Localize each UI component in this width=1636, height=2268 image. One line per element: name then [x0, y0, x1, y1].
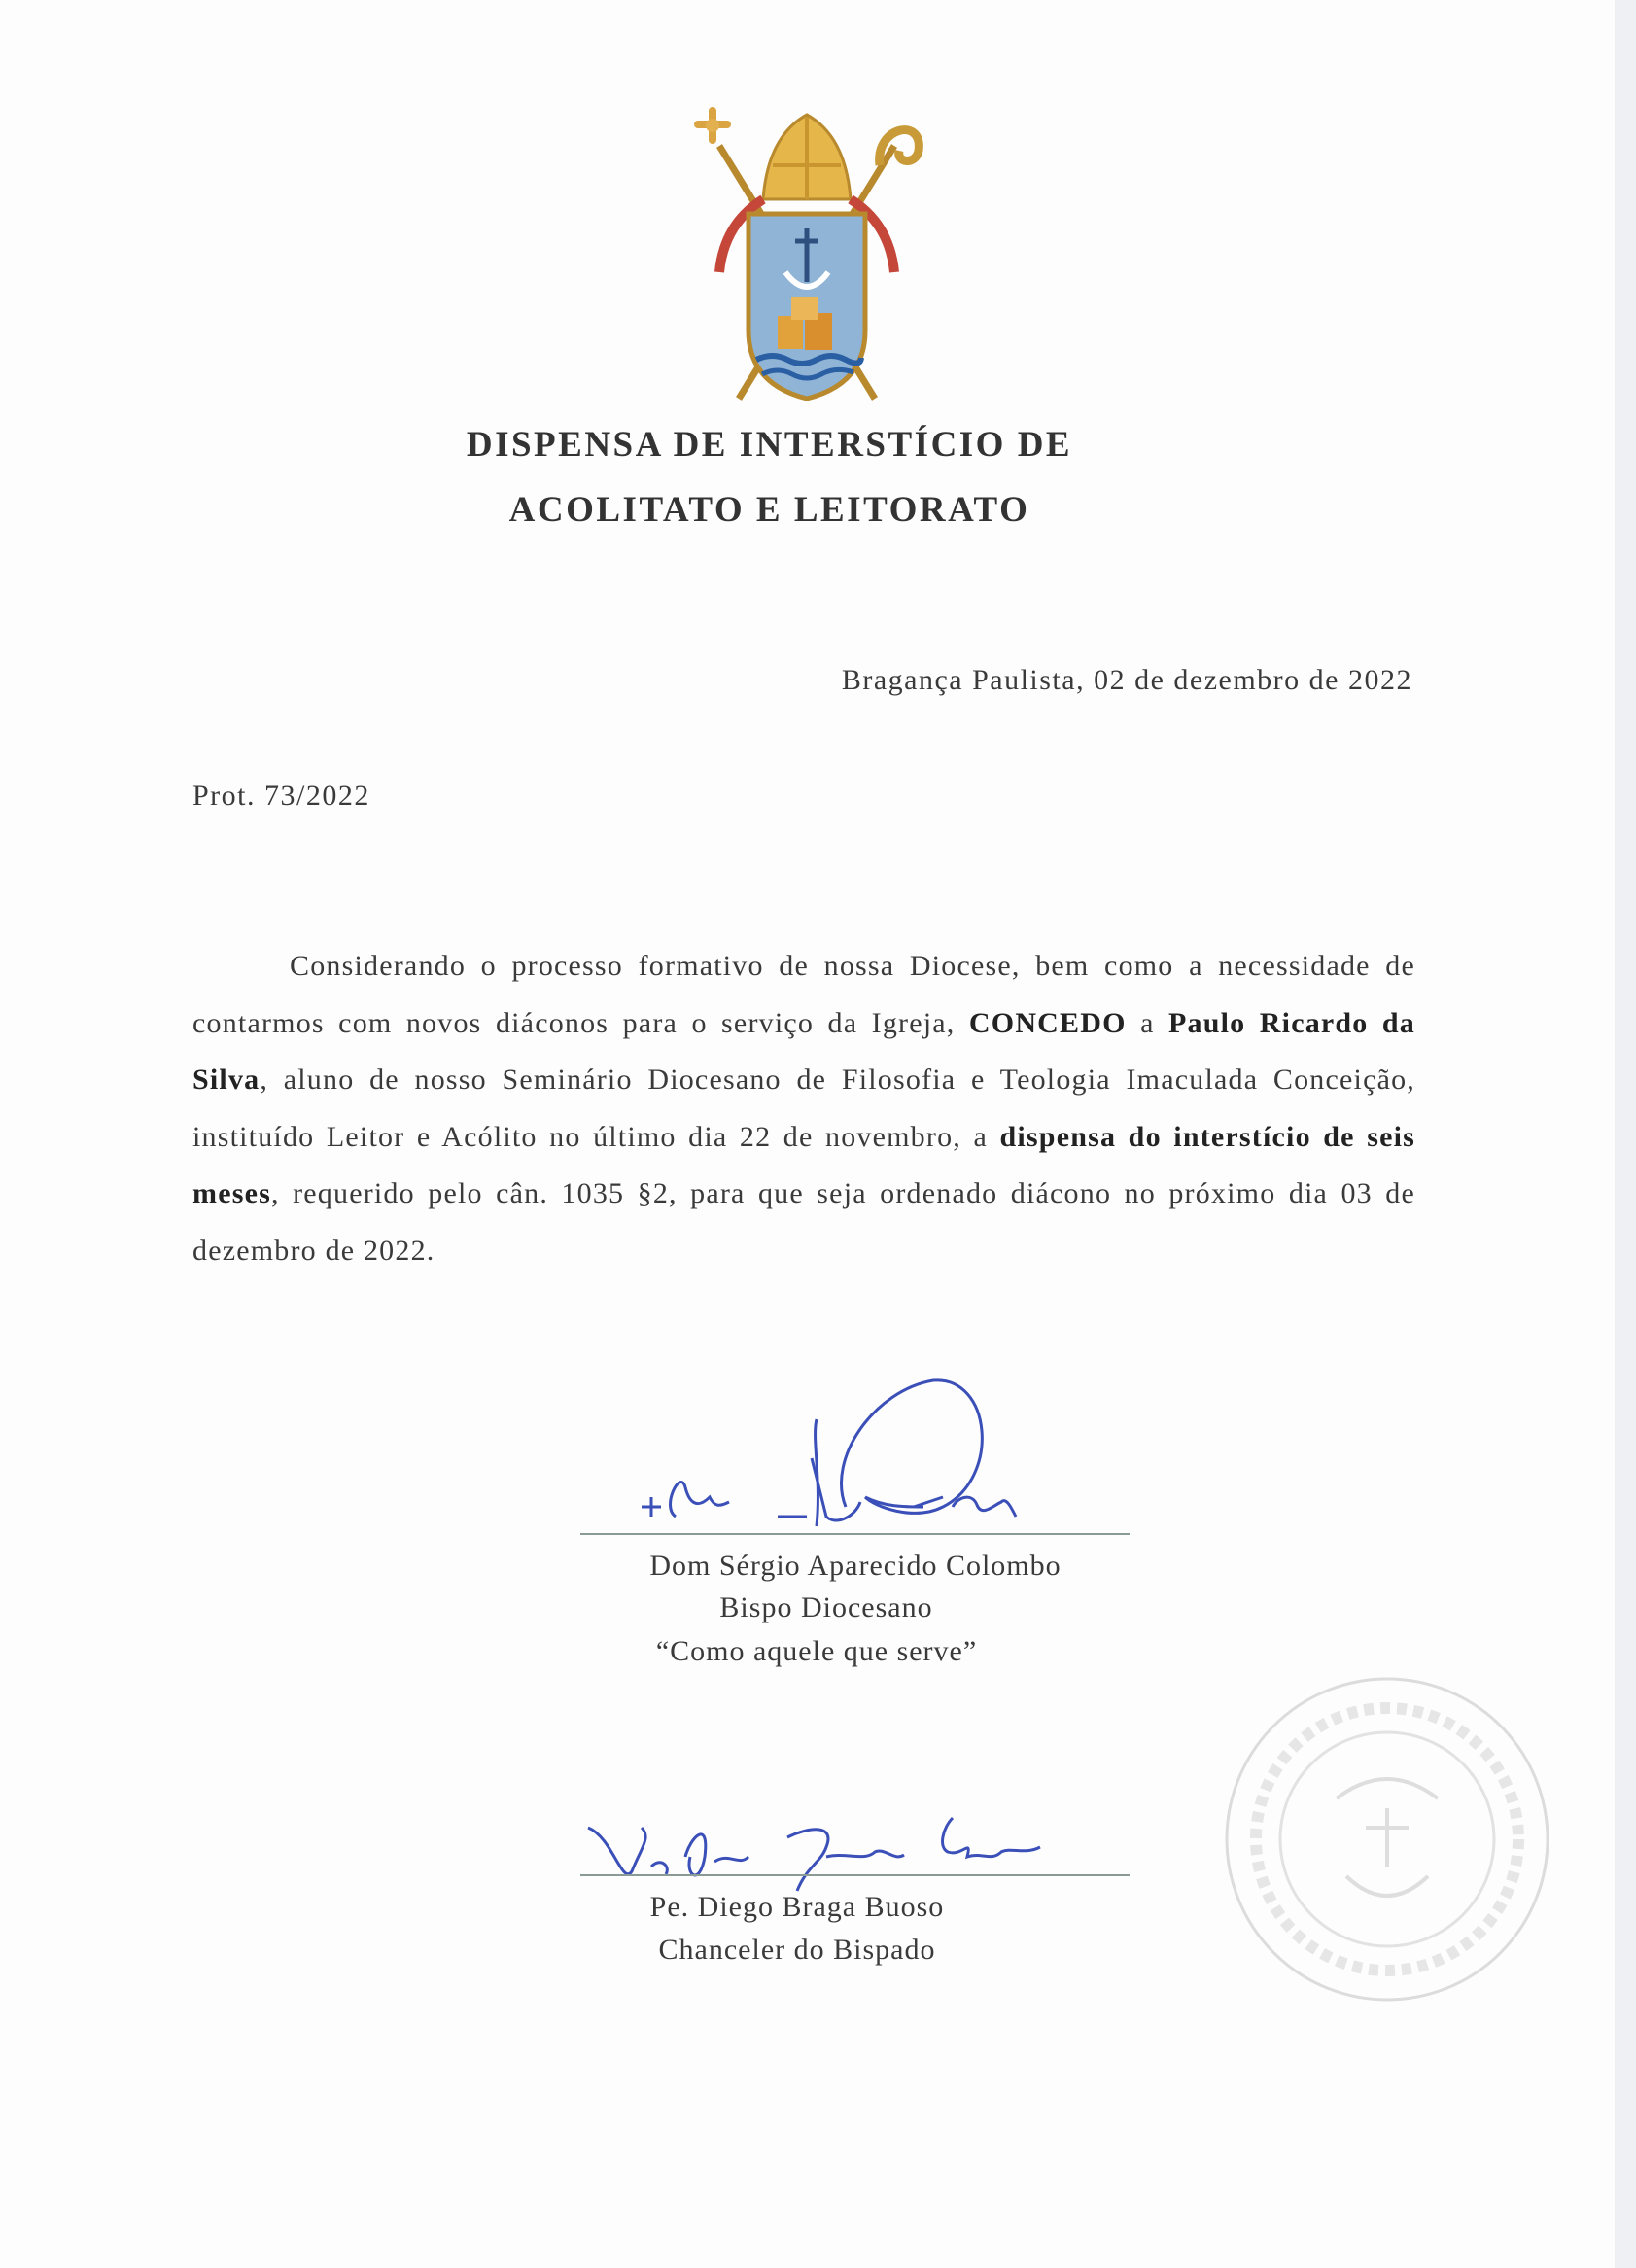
document-title-line1: DISPENSA DE INTERSTÍCIO DE: [466, 425, 1073, 465]
signatory2-name: Pe. Diego Braga Buoso: [649, 1891, 945, 1923]
signatory1-motto: “Como aquele que serve”: [655, 1635, 978, 1667]
signature-chancellor: [583, 1798, 1069, 1905]
body-intro: Considerando o processo formativo de nossa Diocese, bem como a necessidade de contarmos com novos diáconos para o serviço da Igreja,: [192, 950, 1415, 1039]
protocol-number: Prot. 73/2022: [192, 780, 370, 812]
body-dispensa: dispensa do interstício de seis meses: [192, 1120, 1415, 1209]
signatory1-name: Dom Sérgio Aparecido Colombo: [649, 1550, 1062, 1582]
signatory2-role: Chanceler do Bispado: [658, 1934, 936, 1966]
scan-edge: [1615, 0, 1636, 2268]
signature-line-1: [580, 1533, 1130, 1535]
signatory1-role: Bispo Diocesano: [719, 1591, 933, 1623]
body-name: Paulo Ricardo da Silva: [192, 1006, 1416, 1096]
coat-of-arms-emblem: [680, 107, 933, 418]
diocesan-seal-stamp: [1220, 1672, 1555, 2007]
place-date: Bragança Paulista, 02 de dezembro de 2022: [841, 664, 1412, 696]
body-concedo: CONCEDO: [968, 1006, 1127, 1039]
signature-line-2: [580, 1874, 1130, 1876]
body-middle: , aluno de nosso Seminário Diocesano de Filosofia e Teologia Imaculada Conceição, instituído Leitor e Acólito no último dia 22 de novembro, a: [192, 1064, 1415, 1153]
signature-bishop: [622, 1361, 1069, 1546]
body-paragraph: [192, 938, 1415, 1279]
body-end: , requerido pelo cân. 1035 §2, para que seja ordenado diácono no próximo dia 03 de dezembro de 2022.: [192, 1177, 1415, 1267]
document-title-line2: ACOLITATO E LEITORATO: [508, 490, 1030, 530]
body-a: a: [1126, 1006, 1169, 1039]
